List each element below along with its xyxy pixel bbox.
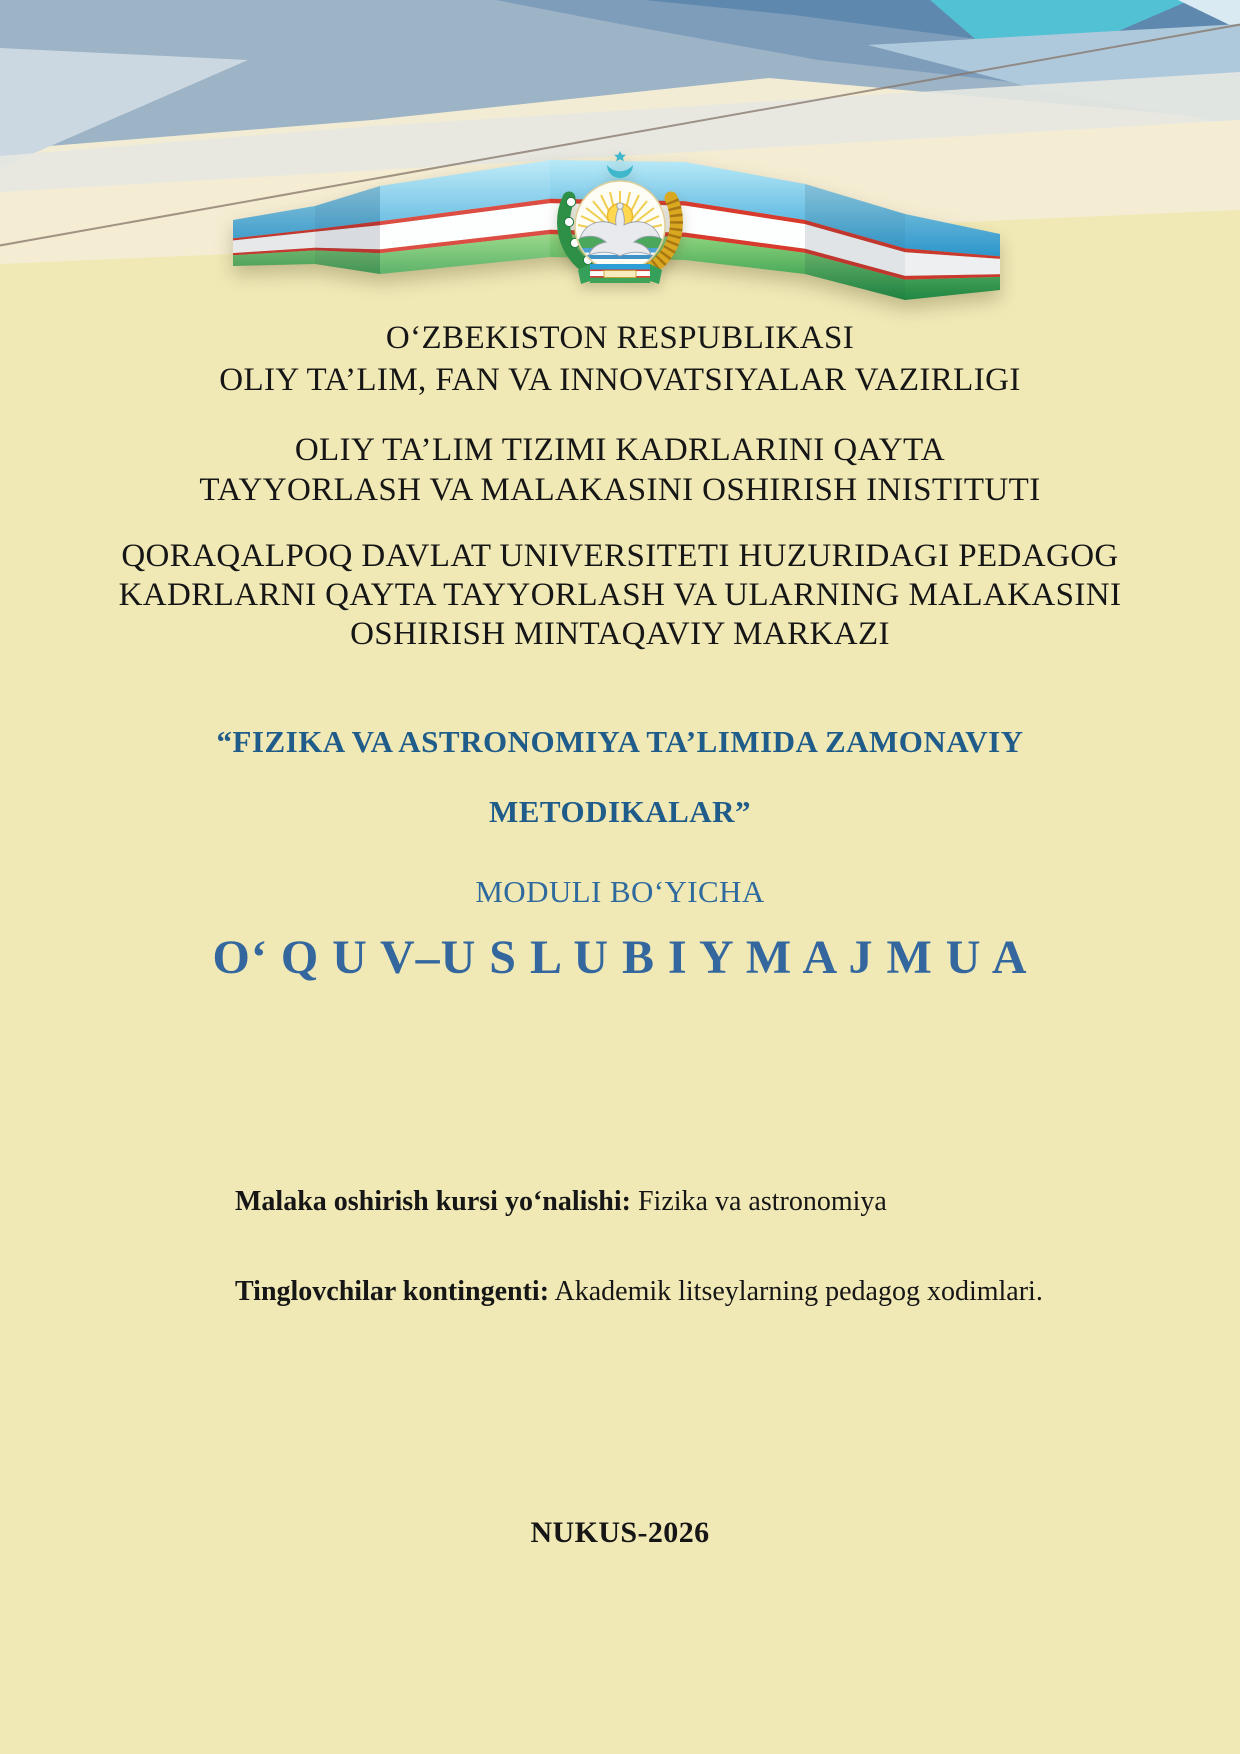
institute-line-2: TAYYORLASH VA MALAKASINI OSHIRISH INISTITUTI xyxy=(199,472,1041,508)
main-title: O‘ Q U V–U S L U B I Y M A J M U A xyxy=(212,931,1028,984)
module-title-line-1: “FIZIKA VA ASTRONOMIYA TA’LIMIDA ZAMONAVIY xyxy=(216,724,1024,759)
ministry-line-2: OLIY TA’LIM, FAN VA INNOVATSIYALAR VAZIRLIGI xyxy=(219,362,1021,398)
center-line-2: KADRLARNI QAYTA TAYYORLASH VA ULARNING MALAKASINI xyxy=(118,577,1122,613)
audience-label: Tinglovchilar kontingenti: xyxy=(235,1276,550,1307)
module-title-line-2: METODIKALAR” xyxy=(488,794,752,829)
uzbekistan-coat-of-arms-icon xyxy=(540,148,700,286)
module-label: MODULI BO‘YICHA xyxy=(475,874,765,909)
center-line-1: QORAQALPOQ DAVLAT UNIVERSITETI HUZURIDAGI PEDAGOG xyxy=(121,538,1119,574)
institute-line-1: OLIY TA’LIM TIZIMI KADRLARINI QAYTA xyxy=(294,432,946,468)
course-direction-value: Fizika va astronomiya xyxy=(630,1186,887,1217)
ministry-line-1: O‘ZBEKISTON RESPUBLIKASI xyxy=(385,320,855,356)
course-direction-line xyxy=(235,1186,887,1218)
audience-value: Akademik litseylarning pedagog xodimlari. xyxy=(549,1276,1043,1307)
decorative-header-banner xyxy=(0,0,1240,300)
audience-line xyxy=(235,1276,1043,1308)
footer-city-year: NUKUS-2026 xyxy=(530,1516,710,1549)
course-direction-label: Malaka oshirish kursi yo‘nalishi: xyxy=(235,1186,631,1217)
center-line-3: OSHIRISH MINTAQAVIY MARKAZI xyxy=(350,616,890,652)
